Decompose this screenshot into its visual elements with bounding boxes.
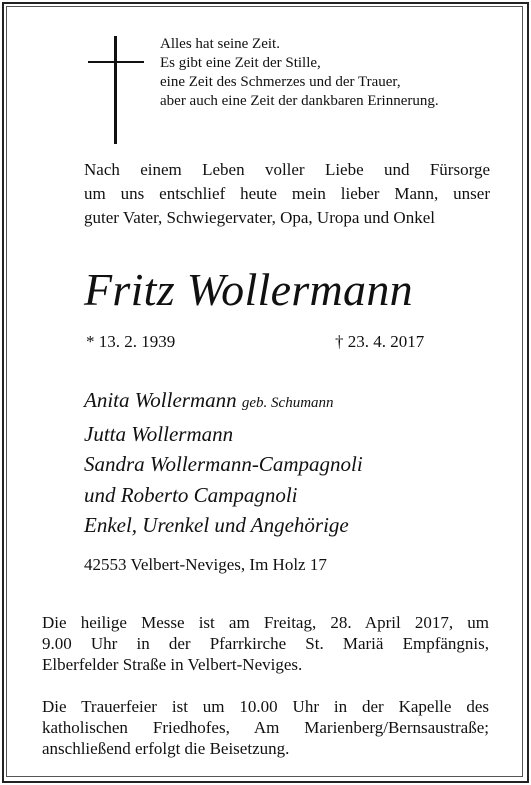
quote-line: aber auch eine Zeit der dankbaren Erinnerung. — [160, 93, 439, 109]
funeral-notice — [42, 696, 489, 759]
intro-text — [84, 158, 490, 230]
birth-date: * 13. 2. 1939 — [86, 332, 176, 351]
deceased-name: Fritz Wollermann — [84, 264, 413, 315]
mass-line: 9.00 Uhr in der Pfarrkirche St. Mariä Empfängnis, — [42, 634, 489, 653]
mourner-line: Enkel, Urenkel und Angehörige — [84, 513, 349, 537]
mourners-list — [84, 385, 363, 541]
quote-line: Es gibt eine Zeit der Stille, — [160, 55, 321, 71]
death-date: † 23. 4. 2017 — [335, 332, 425, 351]
intro-line: um uns entschlief heute mein lieber Mann, unser — [84, 184, 490, 203]
funeral-line: Die Trauerfeier ist um 10.00 Uhr in der Kapelle des — [42, 697, 489, 716]
quote-line: Alles hat seine Zeit. — [160, 36, 280, 52]
quote-line: eine Zeit des Schmerzes und der Trauer, — [160, 74, 401, 90]
mourner-line — [84, 385, 363, 419]
maiden-name: geb. Schumann — [241, 395, 334, 411]
mass-line: Elberfelder Straße in Velbert-Neviges. — [42, 655, 303, 674]
mourner-line: Jutta Wollermann — [84, 421, 234, 446]
mourner-name: Anita Wollermann — [84, 388, 237, 412]
quote-block — [160, 35, 439, 111]
mourner-line: und Roberto Campagnoli — [84, 482, 298, 507]
funeral-line: katholischen Friedhofes, Am Marienberg/Bernsaustraße; — [42, 718, 489, 737]
funeral-line: anschließend erfolgt die Beisetzung. — [42, 739, 290, 758]
family-address: 42553 Velbert-Neviges, Im Holz 17 — [84, 555, 327, 574]
mass-line: Die heilige Messe ist am Freitag, 28. April 2017, um — [42, 613, 489, 632]
intro-line: guter Vater, Schwiegervater, Opa, Uropa und Onkel — [84, 208, 435, 227]
intro-line: Nach einem Leben voller Liebe und Fürsorge — [84, 160, 490, 179]
mourner-line: Sandra Wollermann-Campagnoli — [84, 452, 363, 476]
cross-icon — [88, 36, 144, 144]
mass-notice — [42, 612, 489, 675]
